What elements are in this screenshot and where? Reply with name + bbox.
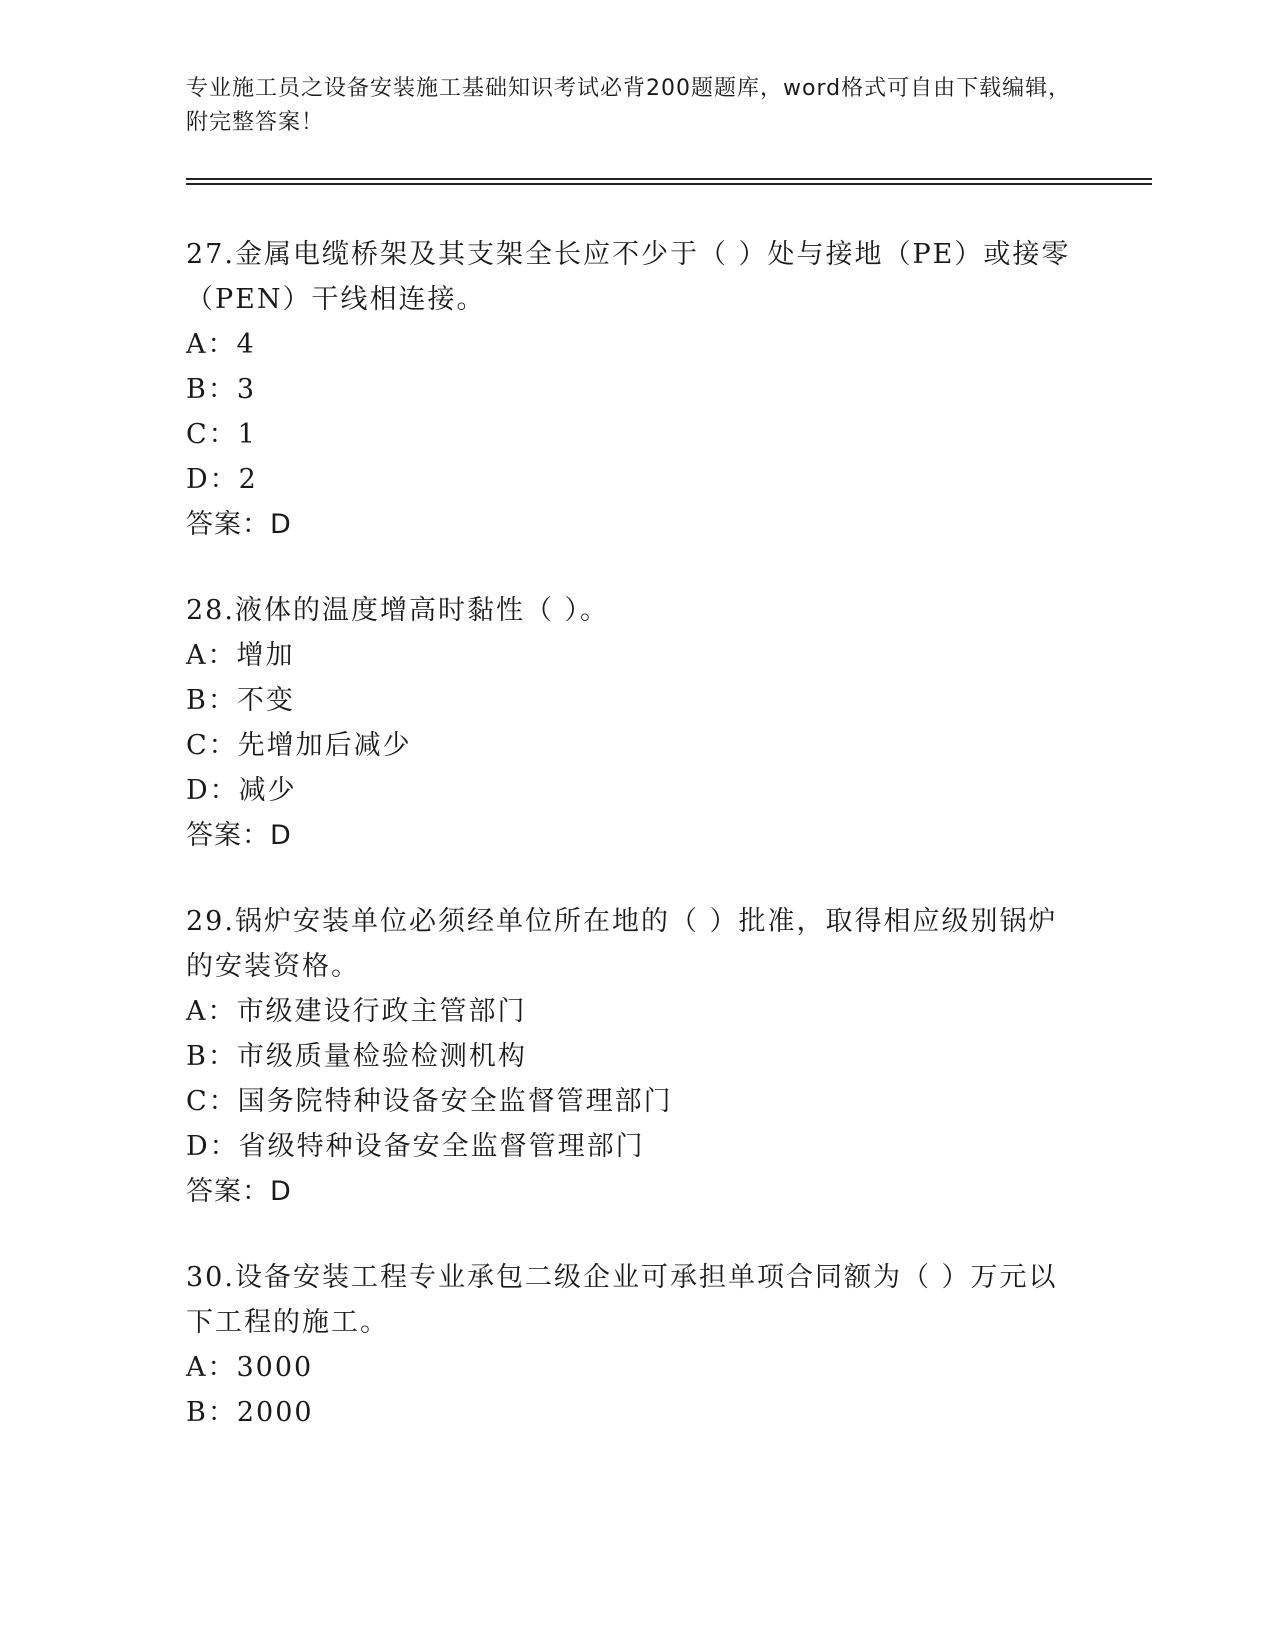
option-b: B：不变: [186, 685, 295, 716]
option-a: A：增加: [186, 640, 295, 671]
option-b: B：3: [186, 374, 257, 405]
question-text: 28.液体的温度增高时黏性（ ）。: [186, 595, 610, 626]
answer: 答案：D: [186, 1176, 292, 1207]
header-divider-bottom: [186, 183, 1152, 185]
document-header: 专业施工员之设备安装施工基础知识考试必背200题题库，word格式可自由下载编辑，附完整答案！: [186, 76, 1072, 135]
option-a: A：3000: [186, 1352, 314, 1383]
option-a: A：市级建设行政主管部门: [186, 996, 527, 1027]
answer: 答案：D: [186, 509, 292, 540]
question-list: [186, 232, 1086, 1475]
answer: 答案：D: [186, 820, 292, 851]
option-c: C：先增加后减少: [186, 730, 412, 761]
option-b: B：2000: [186, 1397, 314, 1428]
option-a: A：4: [186, 329, 256, 360]
option-c: C：1: [186, 419, 257, 450]
header-divider-top: [186, 178, 1152, 180]
question-text: 27.金属电缆桥架及其支架全长应不少于（ ）处与接地（PE）或接零（PEN）干线相连接。: [186, 239, 1071, 315]
question-text: 30.设备安装工程专业承包二级企业可承担单项合同额为（ ）万元以下工程的施工。: [186, 1262, 1058, 1338]
option-d: D：减少: [186, 775, 297, 806]
question-text: 29.锅炉安装单位必须经单位所在地的（ ）批准，取得相应级别锅炉的安装资格。: [186, 906, 1058, 982]
question-30: [186, 1255, 1086, 1435]
question-28: [186, 588, 1086, 859]
option-d: D：2: [186, 464, 258, 495]
option-b: B：市级质量检验检测机构: [186, 1041, 527, 1072]
option-d: D：省级特种设备安全监督管理部门: [186, 1131, 645, 1162]
question-27: [186, 232, 1086, 548]
option-c: C：国务院特种设备安全监督管理部门: [186, 1086, 673, 1117]
question-29: [186, 899, 1086, 1215]
